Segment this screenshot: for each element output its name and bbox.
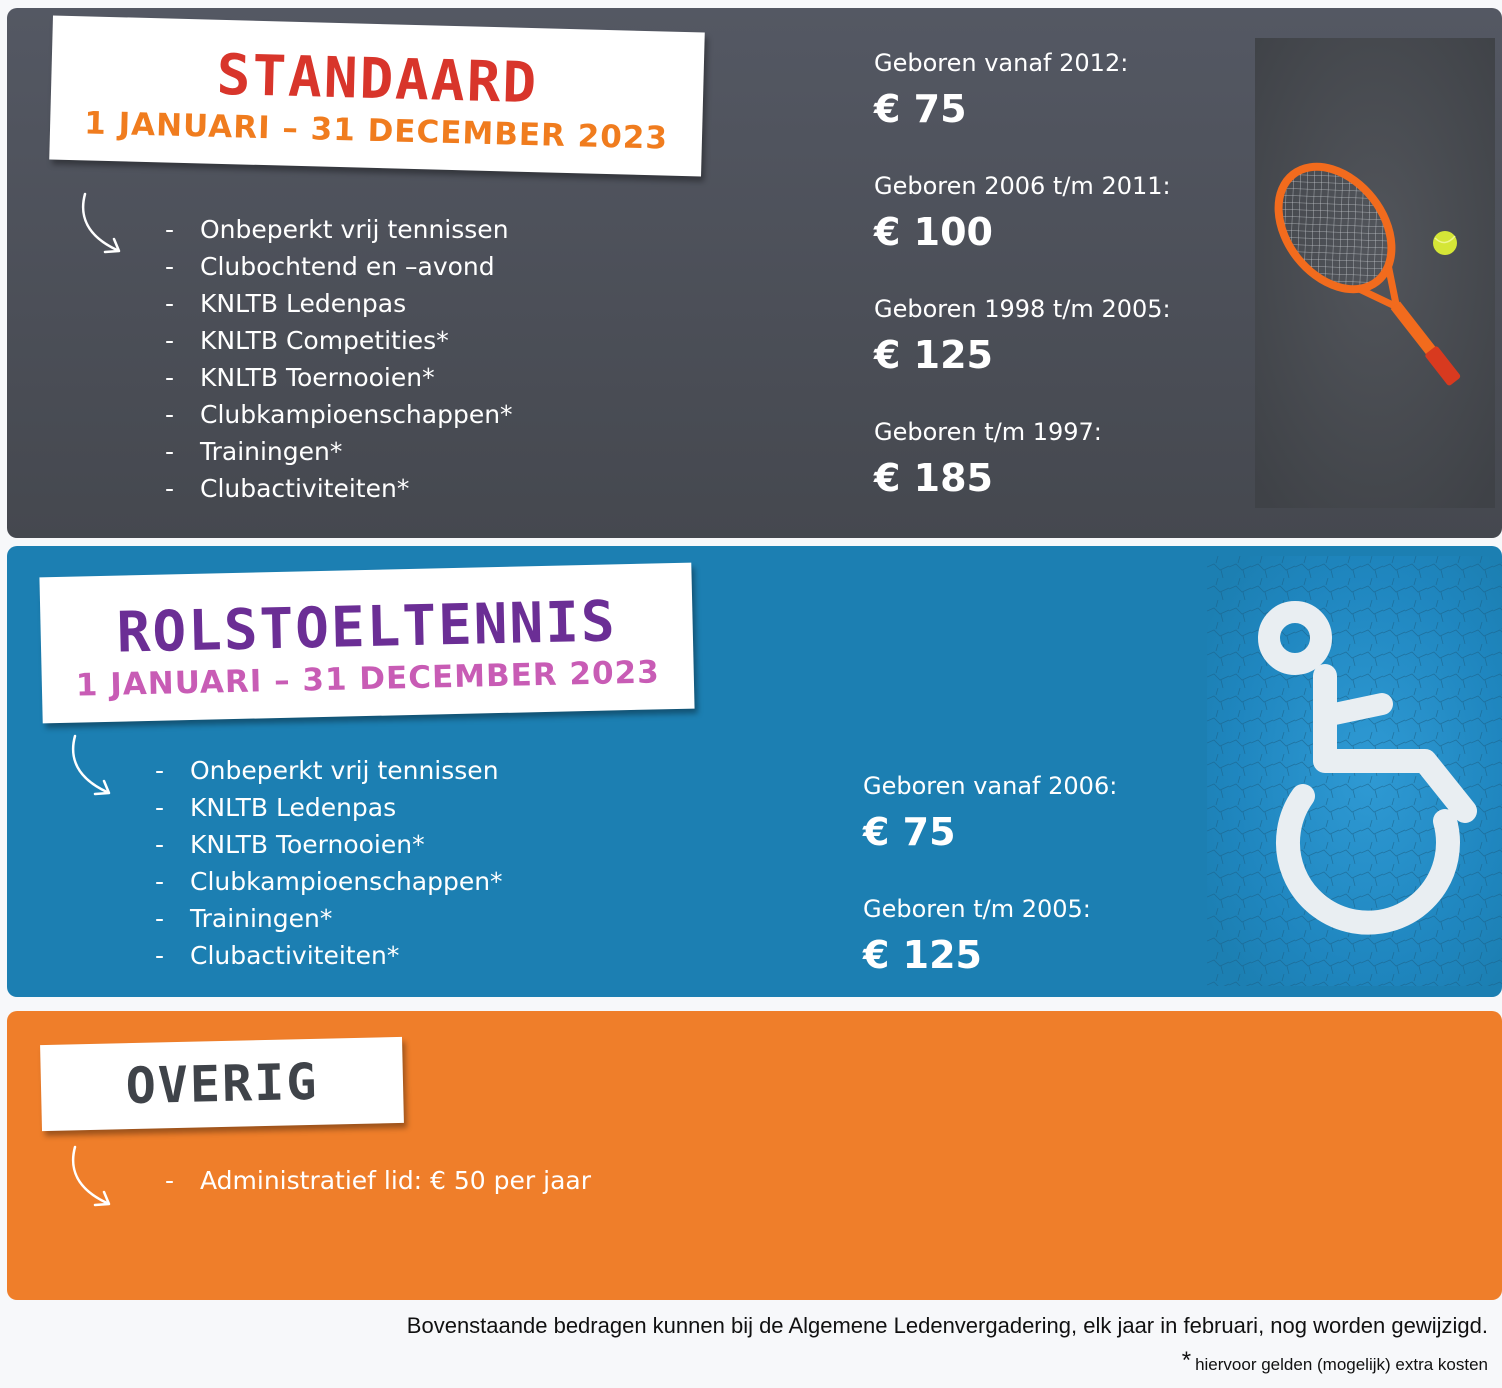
rolstoeltennis-title: ROLSTOELTENNIS bbox=[115, 589, 618, 666]
curved-arrow-icon bbox=[67, 734, 119, 802]
price-label: Geboren vanaf 2006: bbox=[863, 772, 1118, 800]
list-item: - Onbeperkt vrij tennissen bbox=[155, 756, 499, 785]
price-group bbox=[874, 294, 1171, 417]
rolstoeltennis-prices bbox=[863, 771, 1117, 997]
price-label: Geboren 1998 t/m 2005: bbox=[874, 295, 1171, 323]
list-item: - Trainingen* bbox=[165, 437, 343, 466]
price-group bbox=[863, 771, 1117, 894]
standaard-title: STANDAARD bbox=[215, 42, 539, 117]
list-item: - Clubochtend en –avond bbox=[165, 252, 495, 281]
price-group bbox=[863, 894, 1117, 997]
rolstoeltennis-panel bbox=[7, 546, 1502, 997]
standaard-banner bbox=[49, 15, 705, 176]
list-item: - Trainingen* bbox=[155, 904, 333, 933]
price-label: Geboren t/m 1997: bbox=[874, 418, 1102, 446]
overig-list bbox=[165, 1162, 591, 1199]
rolstoeltennis-period: 1 JANUARI – 31 DECEMBER 2023 bbox=[75, 654, 661, 704]
price-group bbox=[874, 171, 1171, 294]
price-value: € 100 bbox=[874, 210, 993, 254]
price-value: € 125 bbox=[863, 933, 982, 977]
list-item: - Clubactiviteiten* bbox=[155, 941, 400, 970]
list-item: - KNLTB Toernooien* bbox=[165, 363, 435, 392]
footer-note: Bovenstaande bedragen kunnen bij de Algemene Ledenvergadering, elk jaar in februari, nog worden gewijzigd. bbox=[406, 1313, 1488, 1338]
curved-arrow-icon bbox=[67, 1145, 119, 1213]
rolstoeltennis-banner bbox=[39, 563, 694, 724]
asterisk-note-text: hiervoor gelden (mogelijk) extra kosten bbox=[1195, 1355, 1488, 1374]
price-value: € 125 bbox=[874, 333, 993, 377]
standaard-benefits-list bbox=[165, 211, 513, 507]
list-item: - Onbeperkt vrij tennissen bbox=[165, 215, 509, 244]
standaard-panel bbox=[7, 8, 1502, 538]
list-item: - KNLTB Toernooien* bbox=[155, 830, 425, 859]
asterisk-symbol: * bbox=[1181, 1347, 1192, 1374]
list-item: - KNLTB Competities* bbox=[165, 326, 449, 355]
price-group bbox=[874, 417, 1171, 538]
wheelchair-image bbox=[1207, 556, 1502, 986]
price-value: € 185 bbox=[874, 456, 993, 500]
overig-banner bbox=[40, 1037, 404, 1131]
price-group bbox=[874, 48, 1171, 171]
tennis-racket-image bbox=[1255, 38, 1495, 508]
list-item: - KNLTB Ledenpas bbox=[165, 289, 407, 318]
footer-asterisk-note bbox=[1182, 1347, 1488, 1375]
rolstoeltennis-benefits-list bbox=[155, 752, 503, 974]
price-label: Geboren vanaf 2012: bbox=[874, 49, 1129, 77]
standaard-period: 1 JANUARI – 31 DECEMBER 2023 bbox=[83, 105, 669, 157]
list-item: - Clubkampioenschappen* bbox=[155, 867, 503, 896]
price-label: Geboren 2006 t/m 2011: bbox=[874, 172, 1171, 200]
list-item: - KNLTB Ledenpas bbox=[155, 793, 397, 822]
curved-arrow-icon bbox=[77, 192, 129, 260]
overig-panel bbox=[7, 1011, 1502, 1300]
standaard-prices bbox=[874, 48, 1171, 538]
price-label: Geboren t/m 2005: bbox=[863, 895, 1091, 923]
list-item: - Administratief lid: € 50 per jaar bbox=[165, 1166, 592, 1195]
price-value: € 75 bbox=[874, 87, 967, 131]
list-item: - Clubactiviteiten* bbox=[165, 474, 410, 503]
list-item: - Clubkampioenschappen* bbox=[165, 400, 513, 429]
overig-title: OVERIG bbox=[125, 1052, 319, 1116]
price-value: € 75 bbox=[863, 810, 956, 854]
